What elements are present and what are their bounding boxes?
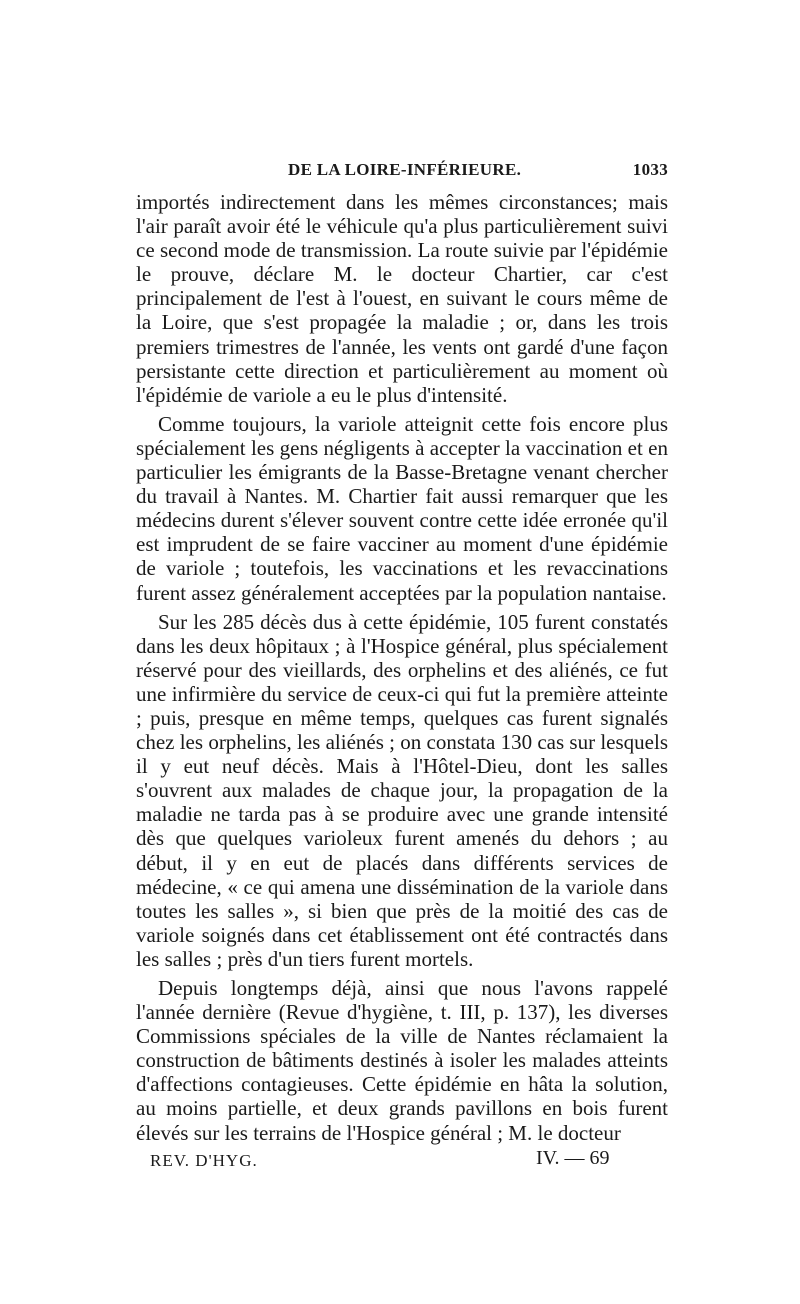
running-title: DE LA LOIRE-INFÉRIEURE. (288, 160, 522, 179)
paragraph-vaccination: Comme toujours, la variole atteignit cette fois encore plus spécialement les gens négligents à accepter la vaccination et en particulier les émigrants de la Basse-Bretagne venant chercher du travail à Nantes. M. Chartier fait aussi remarquer que les médecins durent s'élever souvent contre cette idée erronée qu'il est imprudent de se faire vacciner au moment d'une épidémie de variole ; toutefois, les vaccinations et les revaccinations furent assez généralement acceptées par la population nantaise. (136, 411, 668, 605)
sheet-mark: IV. — 69 (536, 1146, 610, 1169)
journal-signature: REV. D'HYG. (150, 1150, 258, 1170)
running-header (136, 160, 668, 184)
page-number: 1033 (632, 160, 668, 179)
paragraph-continuation: importés indirectement dans les mêmes circonstances; mais l'air paraît avoir été le véhicule qu'a plus particulièrement suivi ce second mode de transmission. La route suivie par l'épidémie le prouve, déclare M. le docteur Chartier, car c'est principalement de l'est à l'ouest, en suivant le cours même de la Loire, que s'est propagée la maladie ; or, dans les trois premiers trimestres de l'année, les vents ont gardé d'une façon persistante cette direction et particulièrement au moment où l'épidémie de variole a eu le plus d'intensité. (136, 190, 668, 407)
paragraph-deaths: Sur les 285 décès dus à cette épidémie, 105 furent constatés dans les deux hôpitaux ; à l'Hospice général, plus spécialement réservé pour des vieillards, des orphelins et des aliénés, ce fut une infirmière du service de ceux-ci qui fut la première atteinte ; puis, presque en même temps, quelques cas furent signalés chez les orphelins, les aliénés ; on constata 130 cas sur lesquels il y eut neuf décès. Mais à l'Hôtel-Dieu, dont les salles s'ouvrent aux malades de chaque jour, la propagation de la maladie ne tarda pas à se produire avec une grande intensité dès que quelques varioleux furent amenés du dehors ; au début, il y en eut de placés dans différents services de médecine, « ce qui amena une dissémination de la variole dans toutes les salles », si bien que près de la moitié des cas de variole soignés dans cet établissement ont été contractés dans les salles ; près d'un tiers furent mortels. (136, 609, 668, 971)
page-footer (136, 1147, 668, 1173)
paragraph-pavilions: Depuis longtemps déjà, ainsi que nous l'avons rappelé l'année dernière (Revue d'hygiène, t. III, p. 137), les diverses Commissions spéciales de la ville de Nantes réclamaient la construction de bâtiments destinés à isoler les malades atteints d'affections contagieuses. Cette épidémie en hâta la solution, au moins partielle, et deux grands pavillons en bois furent élevés sur les terrains de l'Hospice général ; M. le docteur (136, 976, 668, 1145)
book-page (136, 160, 668, 1173)
body-text (136, 190, 668, 1145)
